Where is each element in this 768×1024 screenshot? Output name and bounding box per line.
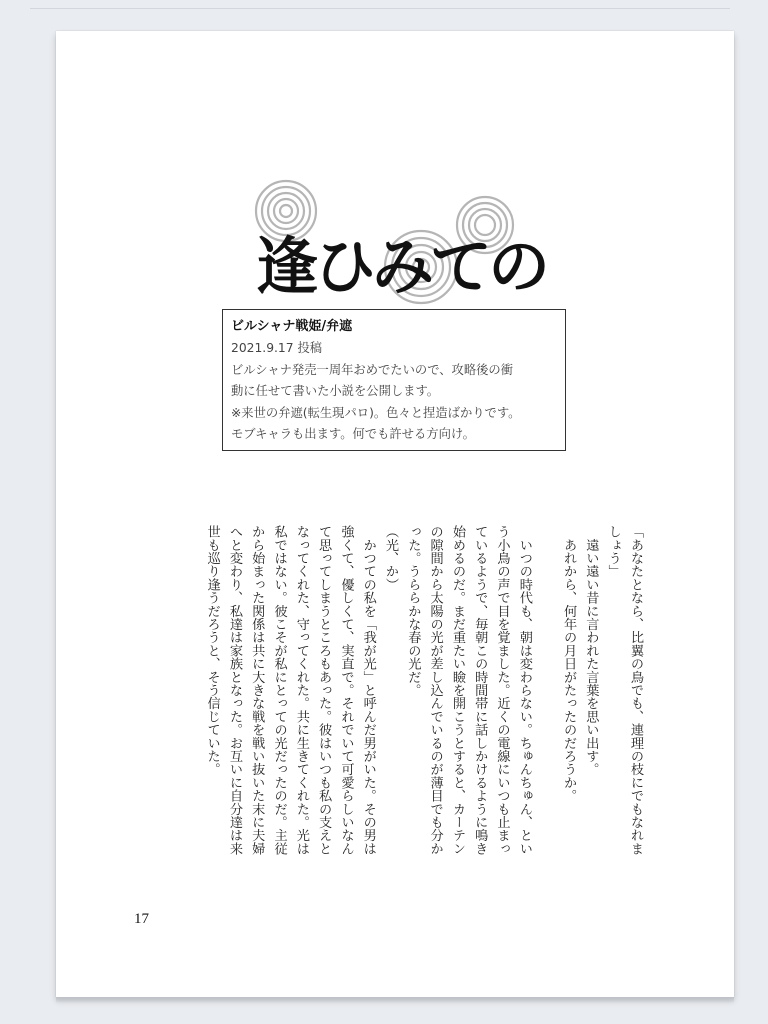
body-column: 遠い遠い昔に言われた言葉を思い出す。	[583, 525, 599, 776]
page-number: 17	[134, 911, 149, 927]
body-column: あれから、何年の月日がたったのだろうか。	[561, 525, 577, 803]
body-column: った。うららかな春の光だ。	[405, 525, 421, 697]
top-page-edge	[30, 0, 730, 9]
page-shadow	[56, 997, 734, 1003]
description-line: 動に任せて書いた小説を公開します。	[231, 384, 440, 398]
body-column: 強くて、優しくて、実直で。それでいて可愛らしいなん	[338, 525, 354, 855]
description-line: モブキャラも出ます。何でも許せる方向け。	[231, 427, 475, 441]
body-column: から始まった関係は共に大きな戦を戦い抜いた末に夫婦	[249, 525, 265, 855]
body-column: へと変わり、私達は家族となった。お互いに自分達は来	[226, 525, 242, 855]
blank-column	[535, 525, 557, 865]
body-column: て思ってしまうところもあった。彼はいつも私の支えと	[316, 525, 332, 855]
body-column: 私ではない。彼こそが私にとっての光だったのだ。主従	[271, 525, 287, 855]
book-title: 逢ひみての	[256, 230, 547, 303]
vertical-body-text	[154, 525, 646, 865]
body-column: いつの時代も、朝は変わらない。ちゅんちゅん、とい	[516, 525, 532, 855]
story-info-box	[222, 309, 566, 451]
body-column: ているようで、毎朝この時間帯に話しかけるように鳴き	[472, 525, 488, 855]
body-column: の隙間から太陽の光が差し込んでいるのが薄目でも分か	[427, 525, 443, 855]
body-column: 「あなたとなら、比翼の鳥でも、連理の枝にでもなれま	[628, 525, 643, 855]
body-column: しょう」	[605, 525, 621, 578]
body-column: 世も巡り逢うだろうと、そう信じていた。	[204, 525, 220, 776]
description-line: ビルシャナ発売一周年おめでたいので、攻略後の衝	[231, 362, 514, 377]
story-heading: ビルシャナ戦姫/弁遮	[231, 319, 353, 334]
description-line: ※来世の弁遮(転生現パロ)。色々と捏造ばかりです。	[231, 405, 521, 420]
body-column: 始めるのだ。まだ重たい瞼を開こうとすると、カーテン	[449, 525, 465, 855]
post-date: 2021.9.17 投稿	[231, 341, 323, 355]
body-column: う小鳥の声で目を覚ました。近くの電線にいつも止まっ	[494, 525, 510, 855]
body-column: なってくれた、守ってくれた。共に生きてくれた。光は	[293, 525, 309, 855]
body-column: かつての私を「我が光」と呼んだ男がいた。その男は	[360, 525, 376, 855]
document-page	[56, 31, 734, 997]
body-column: （光、か）	[383, 525, 399, 591]
